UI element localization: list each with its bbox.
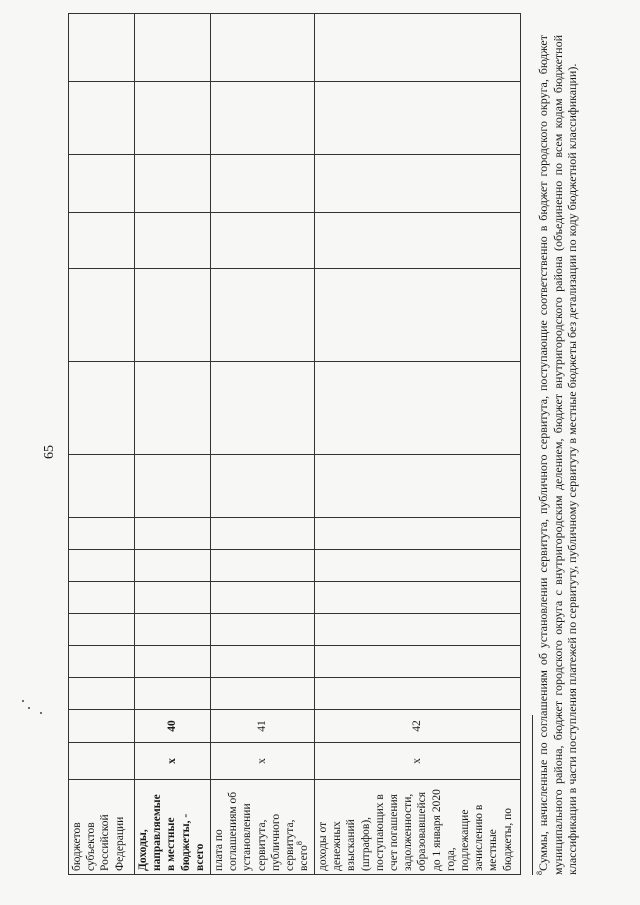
page-number: 65 (42, 445, 57, 459)
row-code-cell: 41 (211, 710, 315, 743)
report-table (68, 13, 521, 875)
empty-cell (135, 362, 211, 455)
empty-cell (135, 678, 211, 710)
empty-cell (315, 269, 521, 362)
empty-cell (135, 614, 211, 646)
empty-cell (315, 82, 521, 155)
label-line: публичного (269, 813, 282, 871)
empty-cell (315, 455, 521, 518)
empty-cell (211, 646, 315, 678)
empty-cell (135, 582, 211, 614)
label-line: образовавшейся (416, 791, 429, 871)
empty-cell (211, 455, 315, 518)
label-line: сервитута, (284, 819, 297, 871)
empty-cell (211, 550, 315, 582)
label-line: бюджетов (71, 822, 83, 871)
label-line: денежных (331, 821, 344, 871)
empty-cell (69, 518, 135, 550)
label-line: плата по (213, 829, 225, 871)
label-line: сервитута, (255, 819, 268, 871)
table-row-top (69, 14, 135, 875)
empty-cell (135, 455, 211, 518)
empty-cell (211, 362, 315, 455)
empty-cell (135, 155, 211, 213)
empty-cell (69, 455, 135, 518)
row-label-cell (211, 780, 315, 875)
row-label-cell (69, 780, 135, 875)
label-line: Федерации (113, 816, 126, 871)
row-mark-cell: x (315, 743, 521, 780)
label-line: всего (298, 845, 311, 871)
empty-cell (135, 14, 211, 82)
footnote-ref: 8 (295, 841, 305, 846)
empty-cell (69, 362, 135, 455)
empty-cell (315, 155, 521, 213)
label-line: подлежащие (459, 809, 472, 871)
empty-cell (135, 82, 211, 155)
empty-cell (135, 518, 211, 550)
empty-cell (69, 614, 135, 646)
empty-cell (211, 155, 315, 213)
empty-cell (69, 678, 135, 710)
empty-cell (69, 155, 135, 213)
label-line: бюджеты, - (179, 813, 192, 871)
empty-cell (135, 269, 211, 362)
empty-cell (69, 582, 135, 614)
label-line: установлении (241, 803, 254, 871)
empty-cell (211, 269, 315, 362)
footnote-text: Суммы, начисленные по соглашениям об установлении сервитута, публичного сервитута, поступающие соответственно в бюджет городского округа, бюджет муниципального района, бюджет городского округа с внутригородским делением, бюджет внутригородского района (объединенно по всем кодам бюджетной классификации в части поступления платежей по сервитуту, публичному сервитуту в местные бюджеты без детализации по коду бюджетной классификации). (536, 35, 579, 875)
label-line: направляемые (151, 794, 164, 871)
footnote-marker: 8 (535, 871, 544, 875)
empty-cell (211, 518, 315, 550)
empty-cell (135, 550, 211, 582)
empty-cell (211, 82, 315, 155)
empty-cell (69, 82, 135, 155)
empty-cell (315, 518, 521, 550)
label-line: до 1 января 2020 (430, 789, 443, 871)
row-code-cell: 40 (135, 710, 211, 743)
empty-cell (315, 614, 521, 646)
label-line: поступающих в (373, 794, 386, 871)
empty-cell (69, 646, 135, 678)
table-row-fines (315, 14, 521, 875)
empty-cell (135, 213, 211, 269)
label-line: взысканий (345, 819, 358, 871)
empty-cell (69, 743, 135, 780)
empty-cell (315, 646, 521, 678)
label-line: (штрафов), (359, 816, 372, 871)
label-line: Доходы, (137, 829, 149, 871)
empty-cell (315, 362, 521, 455)
empty-cell (69, 550, 135, 582)
row-label-cell (135, 780, 211, 875)
row-mark-cell: x (135, 743, 211, 780)
empty-cell (315, 213, 521, 269)
empty-cell (315, 550, 521, 582)
empty-cell (211, 582, 315, 614)
row-label-cell (315, 780, 521, 875)
empty-cell (315, 582, 521, 614)
label-line: всего (193, 843, 206, 871)
row-mark-cell: x (211, 743, 315, 780)
label-line: доходы от (317, 821, 329, 871)
label-line: Российской (99, 814, 112, 871)
label-line: зачислению в (473, 804, 486, 871)
footnote-separator (532, 715, 533, 875)
empty-cell (315, 14, 521, 82)
empty-cell (69, 14, 135, 82)
empty-cell (211, 14, 315, 82)
empty-cell (211, 614, 315, 646)
label-line: бюджеты, по (501, 807, 514, 871)
row-code-cell: 42 (315, 710, 521, 743)
label-line: субъектов (85, 822, 98, 871)
label-line: года, (444, 847, 457, 871)
empty-cell (211, 678, 315, 710)
label-line: соглашениям об (227, 791, 240, 871)
empty-cell (69, 269, 135, 362)
label-line: счет погашения (388, 794, 401, 871)
empty-cell (69, 710, 135, 743)
empty-cell (135, 646, 211, 678)
label-line: местные (487, 829, 500, 871)
label-line-last (297, 783, 311, 871)
empty-cell (69, 213, 135, 269)
table-row-total (135, 14, 211, 875)
table-row-servitude (211, 14, 315, 875)
footnote (536, 35, 580, 875)
label-line: задолженности, (402, 793, 415, 871)
empty-cell (211, 213, 315, 269)
label-line: в местные (165, 817, 178, 871)
empty-cell (315, 678, 521, 710)
